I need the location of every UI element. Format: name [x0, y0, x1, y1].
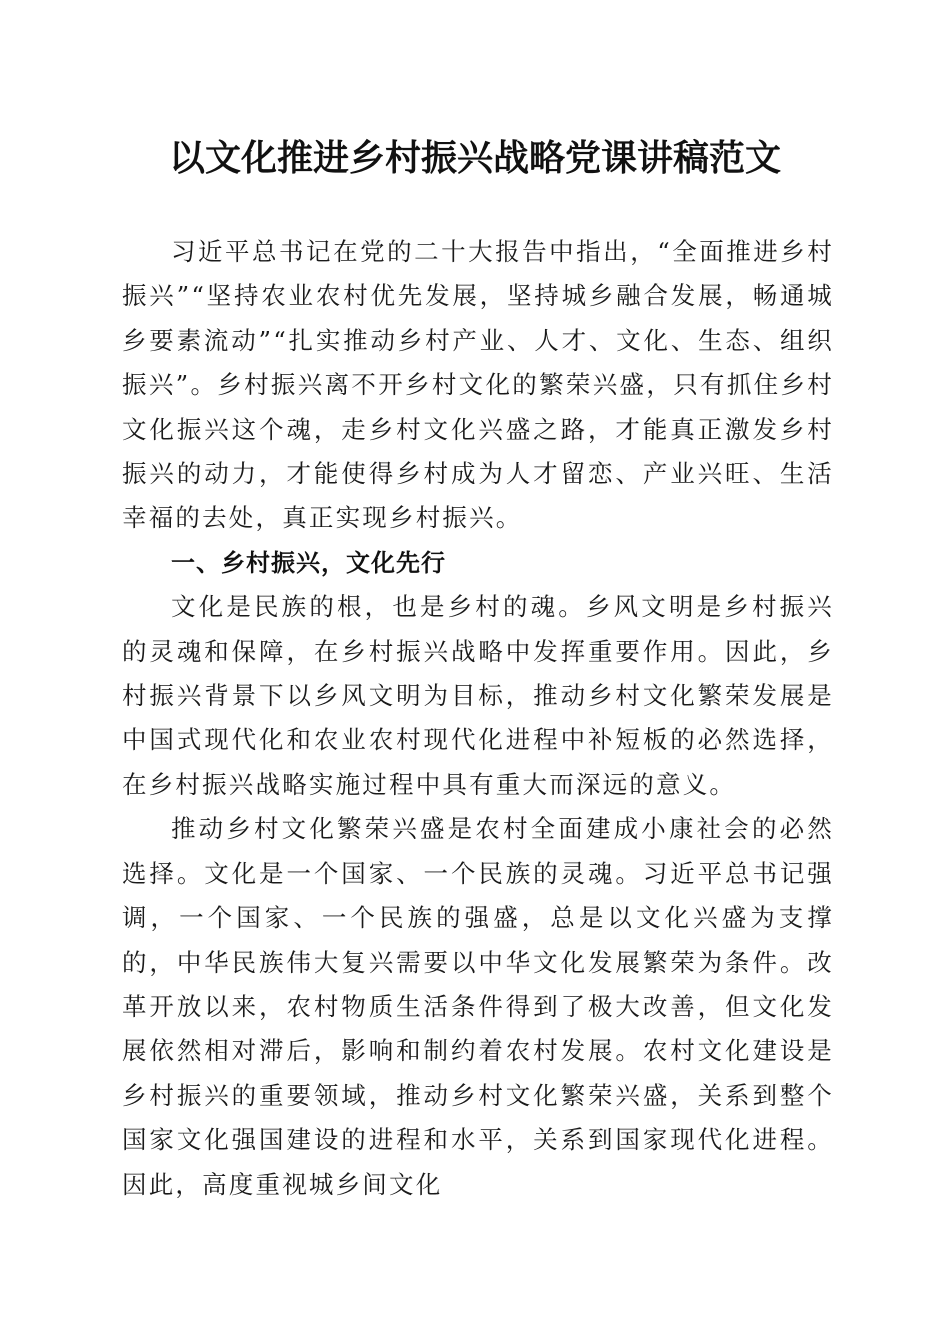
section-heading: 一、乡村振兴，文化先行	[171, 548, 446, 577]
section-paragraph-1: 文化是民族的根，也是乡村的魂。乡风文明是乡村振兴的灵魂和保障，在乡村振兴战略中发挥重要作用。因此，乡村振兴背景下以乡风文明为目标，推动乡村文化繁荣发展是中国式现代化和农业农村现代化进程中补短板的必然选择，在乡村振兴战略实施过程中具有重大而深远的意义。	[122, 592, 834, 799]
document-title: 以文化推进乡村振兴战略党课讲稿范文	[168, 137, 781, 179]
document-body	[122, 230, 834, 1207]
section-paragraph-2: 推动乡村文化繁荣兴盛是农村全面建成小康社会的必然选择。文化是一个国家、一个民族的灵魂。习近平总书记强调，一个国家、一个民族的强盛，总是以文化兴盛为支撑的，中华民族伟大复兴需要以中华文化发展繁荣为条件。改革开放以来，农村物质生活条件得到了极大改善，但文化发展依然相对滞后，影响和制约着农村发展。农村文化建设是乡村振兴的重要领域，推动乡村文化繁荣兴盛，关系到整个国家文化强国建设的进程和水平，关系到国家现代化进程。因此，高度重视城乡间文化	[122, 814, 834, 1199]
intro-paragraph: 习近平总书记在党的二十大报告中指出，“全面推进乡村振兴”“坚持农业农村优先发展，坚持城乡融合发展，畅通城乡要素流动”“扎实推动乡村产业、人才、文化、生态、组织振兴”。乡村振兴离不开乡村文化的繁荣兴盛，只有抓住乡村文化振兴这个魂，走乡村文化兴盛之路，才能真正激发乡村振兴的动力，才能使得乡村成为人才留恋、产业兴旺、生活幸福的去处，真正实现乡村振兴。	[122, 237, 834, 533]
